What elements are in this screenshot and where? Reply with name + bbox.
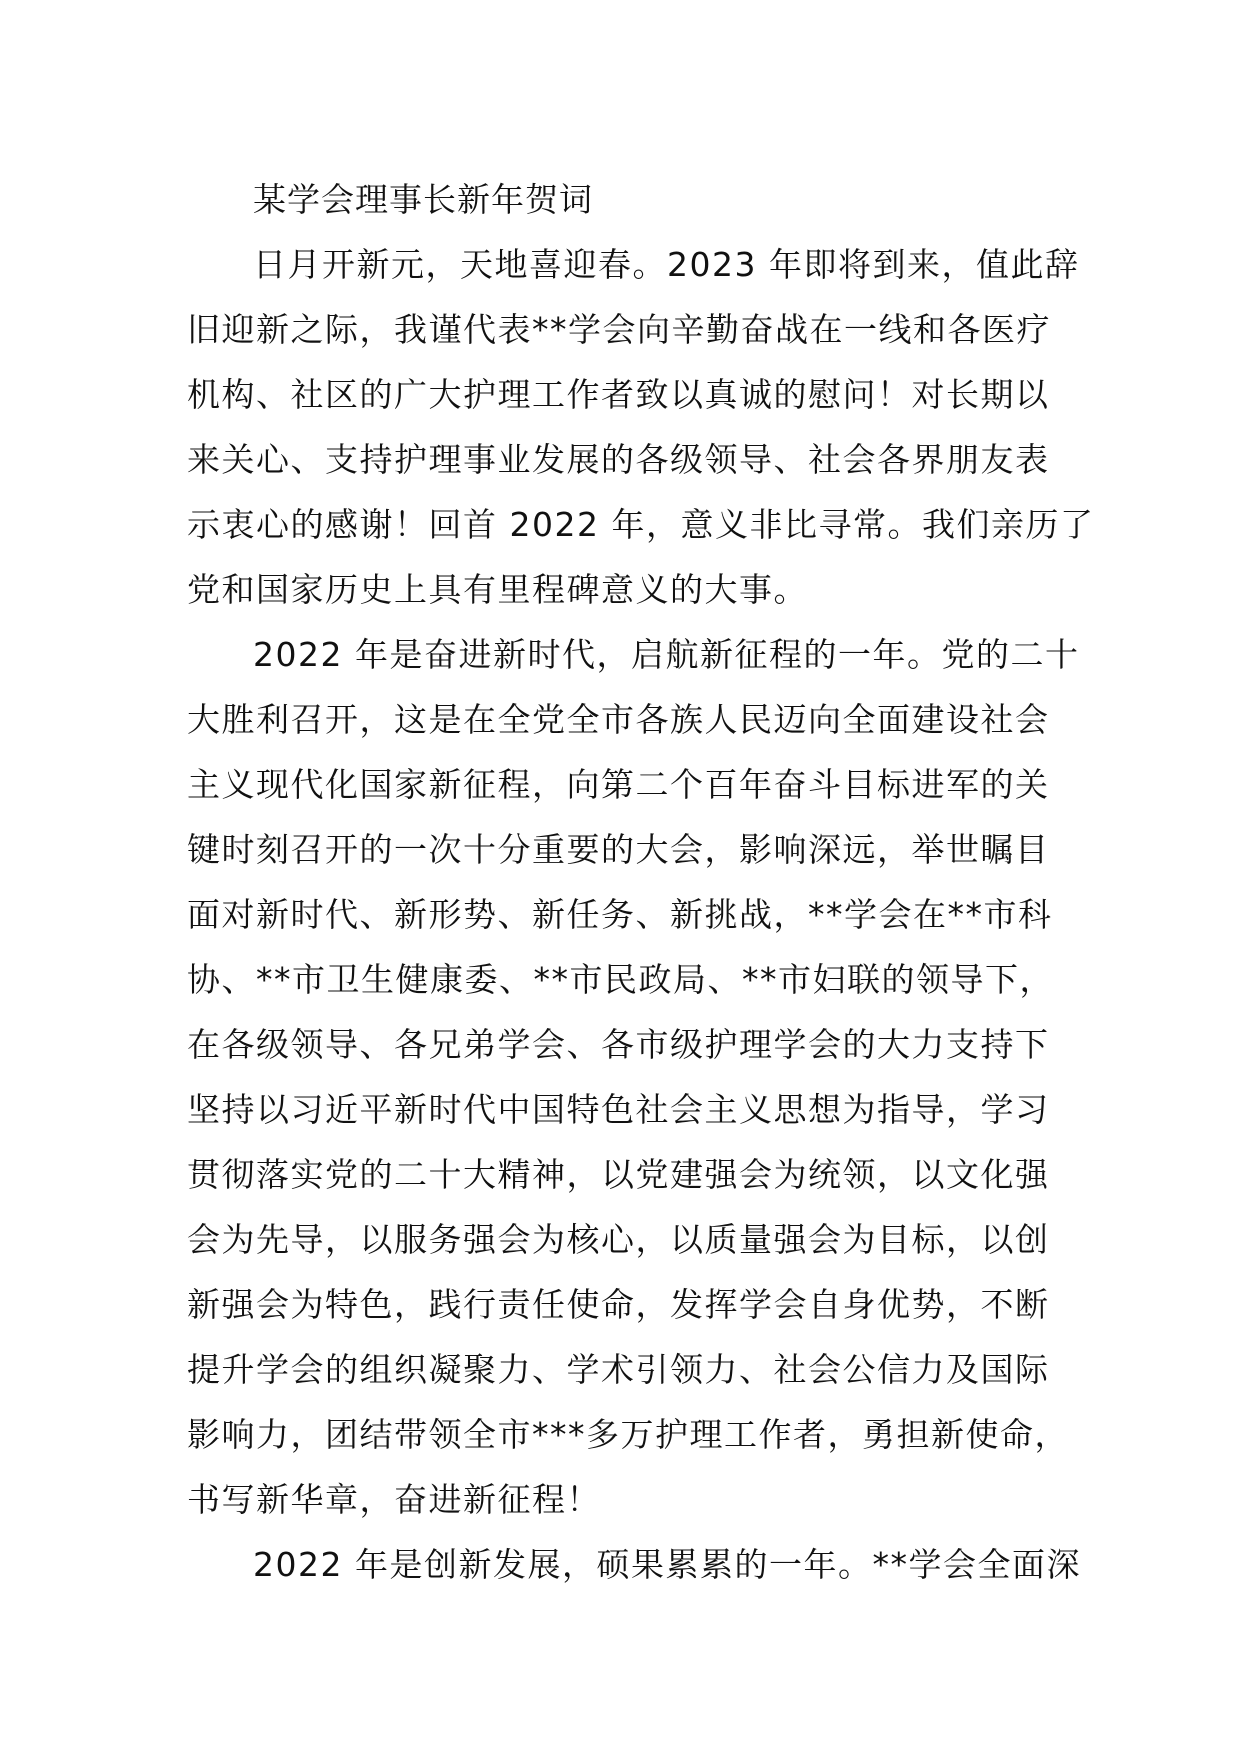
paragraph-line: 主义现代化国家新征程，向第二个百年奋斗目标进军的关 xyxy=(187,765,1050,804)
paragraph-line: 会为先导，以服务强会为核心，以质量强会为目标，以创 xyxy=(187,1220,1050,1259)
paragraph-line: 在各级领导、各兄弟学会、各市级护理学会的大力支持下 xyxy=(187,1025,1050,1064)
document-body xyxy=(187,167,1095,1597)
paragraph-line: 提升学会的组织凝聚力、学术引领力、社会公信力及国际 xyxy=(187,1350,1050,1389)
paragraph-1 xyxy=(187,232,1095,622)
paragraph-line: 日月开新元，天地喜迎春。2023 年即将到来，值此辞 xyxy=(253,245,1080,284)
paragraph-line: 旧迎新之际，我谨代表**学会向辛勤奋战在一线和各医疗 xyxy=(187,310,1051,349)
document-title: 某学会理事长新年贺词 xyxy=(253,180,593,219)
paragraph-3 xyxy=(187,1532,1081,1597)
paragraph-line: 坚持以习近平新时代中国特色社会主义思想为指导，学习 xyxy=(187,1090,1050,1129)
paragraph-line: 来关心、支持护理事业发展的各级领导、社会各界朋友表 xyxy=(187,440,1050,479)
paragraph-line: 2022 年是奋进新时代，启航新征程的一年。党的二十 xyxy=(253,635,1080,674)
paragraph-line: 机构、社区的广大护理工作者致以真诚的慰问！对长期以 xyxy=(187,375,1050,414)
paragraph-line: 影响力，团结带领全市***多万护理工作者，勇担新使命， xyxy=(187,1415,1069,1454)
paragraph-line: 贯彻落实党的二十大精神，以党建强会为统领，以文化强 xyxy=(187,1155,1050,1194)
paragraph-line: 键时刻召开的一次十分重要的大会，影响深远，举世瞩目 xyxy=(187,830,1050,869)
paragraph-line: 党和国家历史上具有里程碑意义的大事。 xyxy=(187,570,808,609)
paragraph-line: 书写新华章，奋进新征程！ xyxy=(187,1480,601,1519)
paragraph-line: 大胜利召开，这是在全党全市各族人民迈向全面建设社会 xyxy=(187,700,1050,739)
paragraph-line: 2022 年是创新发展，硕果累累的一年。**学会全面深 xyxy=(253,1545,1081,1584)
paragraph-2 xyxy=(187,622,1080,1532)
paragraph-line: 新强会为特色，践行责任使命，发挥学会自身优势，不断 xyxy=(187,1285,1050,1324)
paragraph-line: 协、**市卫生健康委、**市民政局、**市妇联的领导下， xyxy=(187,960,1054,999)
paragraph-line: 示衷心的感谢！回首 2022 年，意义非比寻常。我们亲历了 xyxy=(187,505,1095,544)
paragraph-line: 面对新时代、新形势、新任务、新挑战，**学会在**市科 xyxy=(187,895,1053,934)
